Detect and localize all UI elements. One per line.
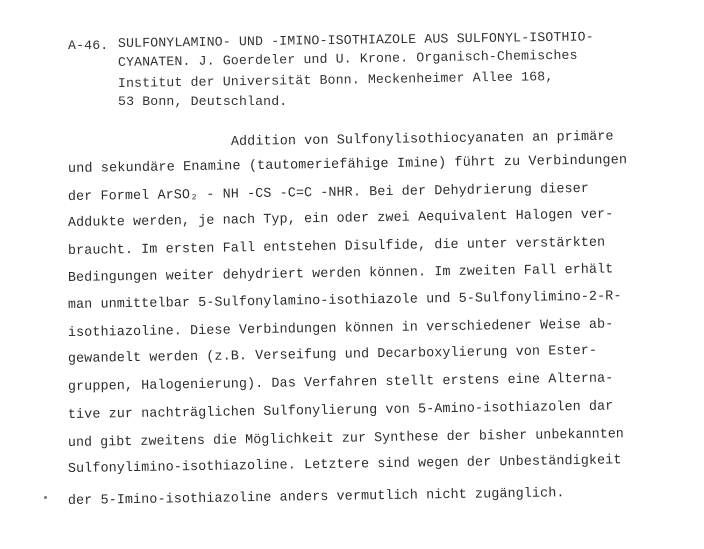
abstract-line-13: Sulfonylimino-isothiazoline. Letztere sind wegen der Unbeständigkeit [67, 453, 622, 477]
abstract-line-3: der Formel ArSO₂ - NH -CS -C=C -NHR. Bei der Dehydrierung dieser [67, 181, 590, 205]
abstract-line-9: gewandelt werden (z.B. Verseifung und Decarboxylierung von Ester- [67, 343, 598, 367]
abstract-line-5: braucht. Im ersten Fall entstehen Disulfide, die unter verstärkten [67, 235, 606, 259]
abstract-line-10: gruppen, Halogenierung). Das Verfahren stellt erstens eine Alterna- [67, 371, 614, 395]
abstract-line-6: Bedingungen weiter dehydriert werden können. Im zweiten Fall erhält [67, 262, 614, 286]
abstract-line-4: Addukte werden, je nach Typ, ein oder zwei Aequivalent Halogen ver- [67, 207, 614, 231]
abstract-line-7: man unmittelbar 5-Sulfonylamino-isothiazole und 5-Sulfonylimino-2-R- [67, 289, 622, 313]
abstract-line-8: isothiazoline. Diese Verbindungen können in verschiedener Weise ab- [67, 317, 614, 341]
abstract-line-2: und sekundäre Enamine (tautomeriefähige Imine) führt zu Verbindungen [67, 153, 628, 177]
abstract-line-11: tive zur nachträglichen Sulfonylierung von 5-Amino-isothiazolen dar [67, 399, 614, 423]
affiliation-line: Institut der Universität Bonn. Meckenheimer Allee 168, [117, 69, 554, 91]
abstract-line-1: Addition von Sulfonylisothiocyanaten an primäre [230, 129, 614, 150]
scan-speck [44, 496, 47, 499]
title-line-2: CYANATEN. J. Goerdeler und U. Krone. Organisch-Chemisches [117, 47, 578, 70]
abstract-line-12: und gibt zweitens die Möglichkeit zur Synthese der bisher unbekannten [67, 427, 625, 451]
title-line-1: SULFONYLAMINO- UND -IMINO-ISOTHIAZOLE AUS SULFONYL-ISOTHIO- [117, 29, 594, 51]
abstract-line-14: der 5-Imino-isothiazoline anders vermutlich nicht zugänglich. [67, 486, 565, 509]
abstract-code: A-46. [68, 38, 109, 53]
address-line: 53 Bonn, Deutschland. [118, 94, 288, 109]
